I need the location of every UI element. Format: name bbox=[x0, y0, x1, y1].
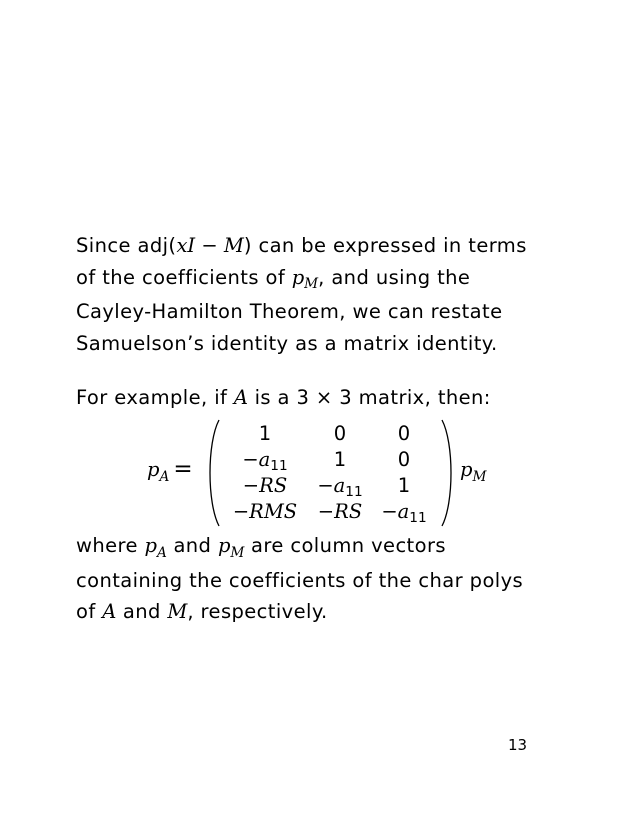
matrix-cell-r4-c1: −RMS bbox=[232, 500, 298, 523]
matrix-cell-r1-c2: 0 bbox=[333, 422, 347, 445]
left-parenthesis bbox=[205, 418, 221, 528]
matrix-cell-r1-c1: 1 bbox=[258, 422, 272, 445]
matrix-cell-r3-c2: $-a_{11}$ bbox=[317, 474, 363, 501]
intro-line-1: Since adj(xI − M) can be expressed in terms bbox=[76, 234, 527, 257]
matrix-cell-r4-c3: $-a_{11}$ bbox=[381, 500, 427, 527]
intro-line-3: Cayley-Hamilton Theorem, we can restate bbox=[76, 300, 503, 323]
equation-lhs: $p_A$ = bbox=[147, 456, 193, 485]
matrix-cell-r1-c3: 0 bbox=[397, 422, 411, 445]
math-sub-M: M bbox=[304, 276, 319, 293]
page-number: 13 bbox=[508, 736, 528, 754]
matrix-cell-r4-c2: −RS bbox=[317, 500, 363, 523]
math-xI-minus-M: xI − M bbox=[176, 234, 244, 257]
matrix-cell-r3-c1: −RS bbox=[242, 474, 288, 497]
matrix-cell-r3-c3: 1 bbox=[397, 474, 411, 497]
explanation-line-2: containing the coefficients of the char polys bbox=[76, 568, 524, 592]
math-A: A bbox=[233, 386, 248, 409]
math-p: p bbox=[291, 265, 305, 289]
explanation-line-3: of A and M, respectively. bbox=[76, 600, 328, 623]
paragraph-intro bbox=[76, 230, 576, 359]
intro-line-4: Samuelson’s identity as a matrix identity. bbox=[76, 331, 498, 355]
intro-line-2: of the coefficients of $p_M$, and using the bbox=[76, 265, 471, 293]
matrix-cell-r2-c2: 1 bbox=[333, 448, 347, 471]
equation-rhs: $p_M$ bbox=[460, 458, 487, 485]
equals-sign: = bbox=[173, 456, 193, 482]
paragraph-explanation bbox=[76, 530, 576, 628]
right-parenthesis bbox=[440, 418, 456, 528]
matrix-cell-r2-c1: $-a_{11}$ bbox=[242, 448, 288, 475]
matrix-cell-r2-c3: 0 bbox=[397, 448, 411, 471]
explanation-line-1: where $p_A$ and $p_M$ are column vectors bbox=[76, 534, 446, 561]
paragraph-example: For example, if A is a 3 × 3 matrix, then: bbox=[76, 386, 491, 409]
matrix-equation bbox=[0, 412, 638, 530]
